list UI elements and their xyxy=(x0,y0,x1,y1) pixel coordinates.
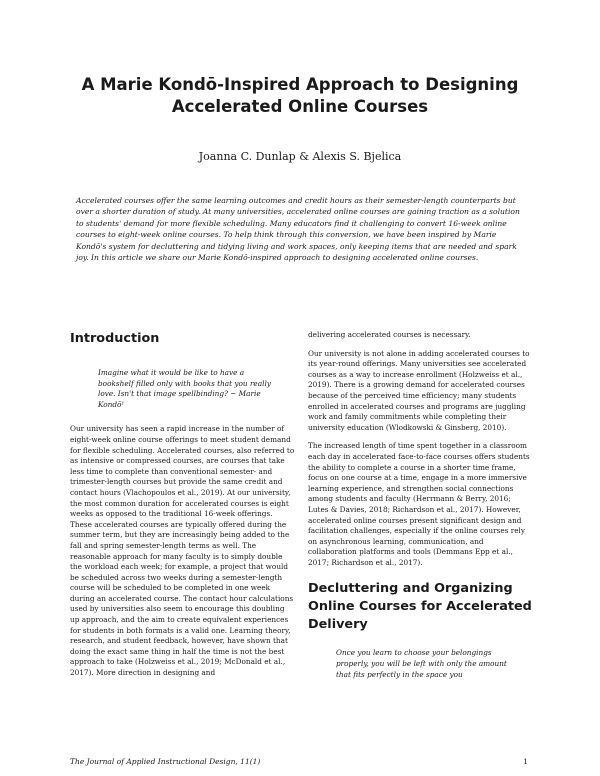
body-paragraph: Our university has seen a rapid increase in the number of eight-week online course offerings to meet student demand for flexible scheduling. Accelerated courses, also referred to as intensive or compressed courses, are courses that take less time to complete than conventional semester- and trimester-length courses but provide the same credit and contact hours (Vlachopoulos et al., 2019). At our university, the most common duration for accelerated courses is eight weeks as opposed to the traditional 16-week offerings. These accelerated courses are typically offered during the summer term, but they are increasingly being added to the fall and spring semester-length terms as well. The reasonable approach for many faculty is to simply double the workload each week; for example, a project that would be scheduled across two weeks during a semester-length course will be scheduled to be completed in one week during an accelerated course. The contact hour calculations used by universities also seem to encourage this doubling up approach, and the aim to create equivalent experiences for students in both formats is a valid one. Learning theory, research, and student feedback, however, have shown that doing the exact same thing in half the time is not the best approach to take (Holzweiss et al., 2019; McDonald et al., 2017). More direction in designing and xyxy=(70,424,295,678)
journal-name: The Journal of Applied Instructional Design, 11(1) xyxy=(70,757,261,766)
epigraph-quote: Imagine what it would be like to have a bookshelf filled only with books that you really love. Isn't that image spellbinding? ~ Marie Kondō¹ xyxy=(98,368,271,409)
authors: Joanna C. Dunlap & Alexis S. Bjelica xyxy=(198,150,402,163)
left-column xyxy=(70,330,295,679)
paper-title: A Marie Kondō-Inspired Approach to Designing Accelerated Online Courses xyxy=(81,75,519,116)
right-column xyxy=(308,330,533,680)
page-footer xyxy=(70,757,528,766)
abstract: Accelerated courses offer the same learning outcomes and credit hours as their semester-length counterparts but over a shorter duration of study. At many universities, accelerated online courses are gaining traction as a solution to students' demand for more flexible scheduling. Many educators find it challenging to convert 16-week online courses to eight-week online courses. To help think through this conversion, we have been inspired by Marie Kondō's system for decluttering and tidying living and work spaces, only keeping items that are needed and spark joy. In this article we share our Marie Kondō-inspired approach to designing accelerated online courses. xyxy=(76,196,520,263)
body-paragraph-continuation: delivering accelerated courses is necessary. xyxy=(308,330,471,339)
body-paragraph: Our university is not alone in adding accelerated courses to its year-round offerings. Many universities see accelerated courses as a way to increase enrollment (Holzweiss et al., 2019). There is a growing demand for accelerated courses because of the perceived time efficiency; many students enrolled in accelerated courses and programs are juggling work and family commitments while completing their university education (Wlodkowski & Ginsberg, 2010). xyxy=(308,348,530,432)
epigraph-quote: Once you learn to choose your belongings properly, you will be left with only the amount that fits perfectly in the space you xyxy=(336,648,507,679)
section-heading-introduction: Introduction xyxy=(70,331,160,346)
page-number: 1 xyxy=(523,757,528,766)
section-heading-decluttering: Decluttering and Organizing Online Courses for Accelerated Delivery xyxy=(308,581,532,633)
body-paragraph: The increased length of time spent together in a classroom each day in accelerated face-to-face courses offers students the ability to complete a course in a shorter time frame, focus on one course at a time, engage in a more immersive learning experience, and strengthen social connections among students and faculty (Herrmann & Berry, 2016; Lutes & Davies, 2018; Richardson et al., 2017). However, accelerated online courses present significant design and facilitation challenges, especially if the online courses rely on asynchronous learning, communication, and collaboration platforms and tools (Demmans Epp et al., 2017; Richardson et al., 2017). xyxy=(308,441,530,567)
